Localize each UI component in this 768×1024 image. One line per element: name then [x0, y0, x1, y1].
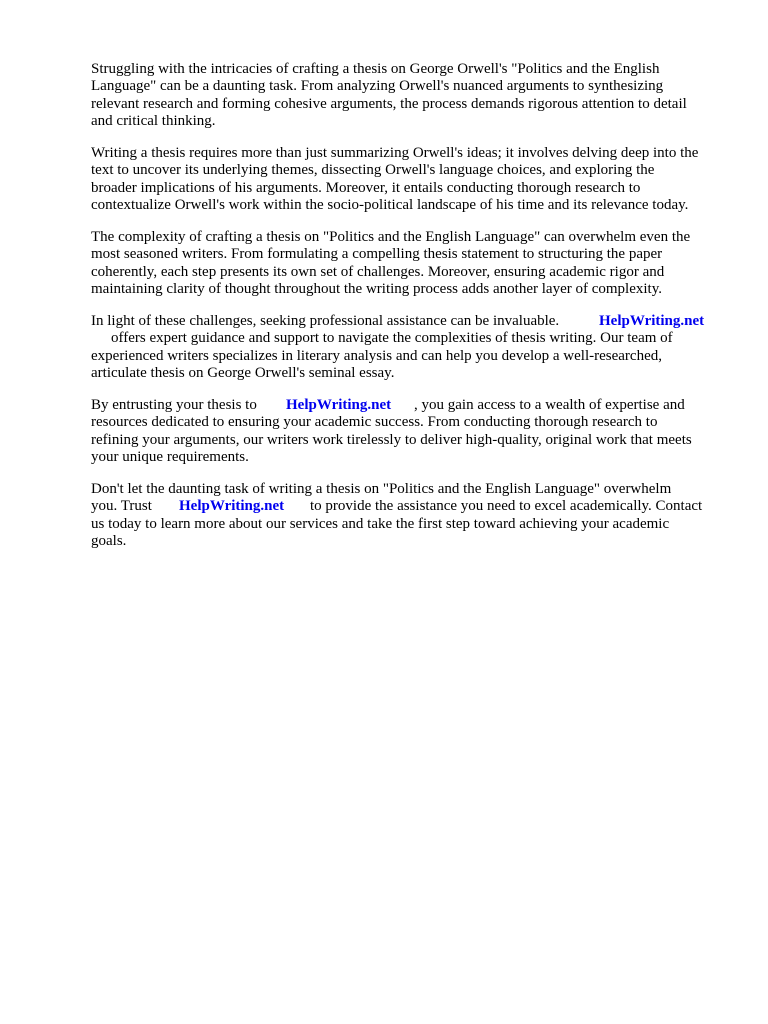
- helpwriting-link-2[interactable]: HelpWriting.net: [286, 397, 392, 413]
- paragraph-1-line-3: relevant research and forming cohesive arguments, the process demands rigorous attention to detail: [91, 96, 687, 112]
- paragraph-2-line-4: contextualize Orwell's work within the socio-political landscape of his time and its relevance today.: [91, 197, 689, 213]
- paragraph-4-line-1: In light of these challenges, seeking professional assistance can be invaluable.: [91, 313, 560, 329]
- paragraph-3-line-4: maintaining clarity of thought throughout the writing process adds another layer of complexity.: [91, 281, 662, 297]
- paragraph-6-line-2a: you. Trust: [91, 498, 152, 514]
- paragraph-2-line-1: Writing a thesis requires more than just summarizing Orwell's ideas; it involves delving deep into the: [91, 145, 699, 161]
- paragraph-4-line-3: experienced writers specializes in literary analysis and can help you develop a well-researched,: [91, 348, 662, 364]
- paragraph-6-line-1: Don't let the daunting task of writing a thesis on "Politics and the English Language" overwhelm: [91, 481, 672, 497]
- paragraph-6-line-4: goals.: [91, 533, 127, 549]
- paragraph-1-line-2: Language" can be a daunting task. From analyzing Orwell's nuanced arguments to synthesizing: [91, 78, 664, 94]
- helpwriting-link-3[interactable]: HelpWriting.net: [179, 498, 285, 514]
- paragraph-5-line-3: refining your arguments, our writers work tirelessly to deliver high-quality, original work that meets: [91, 432, 692, 448]
- paragraph-2-line-2: text to uncover its underlying themes, dissecting Orwell's language choices, and exploring the: [91, 162, 655, 178]
- paragraph-3-line-2: most seasoned writers. From formulating a compelling thesis statement to structuring the paper: [91, 246, 663, 262]
- paragraph-2-line-3: broader implications of his arguments. Moreover, it entails conducting thorough research to: [91, 180, 641, 196]
- paragraph-5-line-1a: By entrusting your thesis to: [91, 397, 257, 413]
- paragraph-3-line-1: The complexity of crafting a thesis on "Politics and the English Language" can overwhelm even the: [91, 229, 691, 245]
- paragraph-5-line-4: your unique requirements.: [91, 449, 249, 465]
- paragraph-5-line-1b: , you gain access to a wealth of expertise and: [414, 397, 685, 413]
- paragraph-4-line-2: offers expert guidance and support to navigate the complexities of thesis writing. Our team of: [111, 330, 673, 346]
- paragraph-1-line-4: and critical thinking.: [91, 113, 216, 129]
- paragraph-6-line-3: us today to learn more about our services and take the first step toward achieving your academic: [91, 516, 670, 532]
- paragraph-5-line-2: resources dedicated to ensuring your academic success. From conducting thorough research to: [91, 414, 658, 430]
- paragraph-4-line-4: articulate thesis on George Orwell's seminal essay.: [91, 365, 395, 381]
- helpwriting-link-1[interactable]: HelpWriting.net: [599, 313, 705, 329]
- paragraph-6-line-2b: to provide the assistance you need to excel academically. Contact: [310, 498, 703, 514]
- paragraph-3-line-3: coherently, each step presents its own set of challenges. Moreover, ensuring academic rigor and: [91, 264, 665, 280]
- paragraph-1-line-1: Struggling with the intricacies of crafting a thesis on George Orwell's "Politics and the English: [91, 61, 660, 77]
